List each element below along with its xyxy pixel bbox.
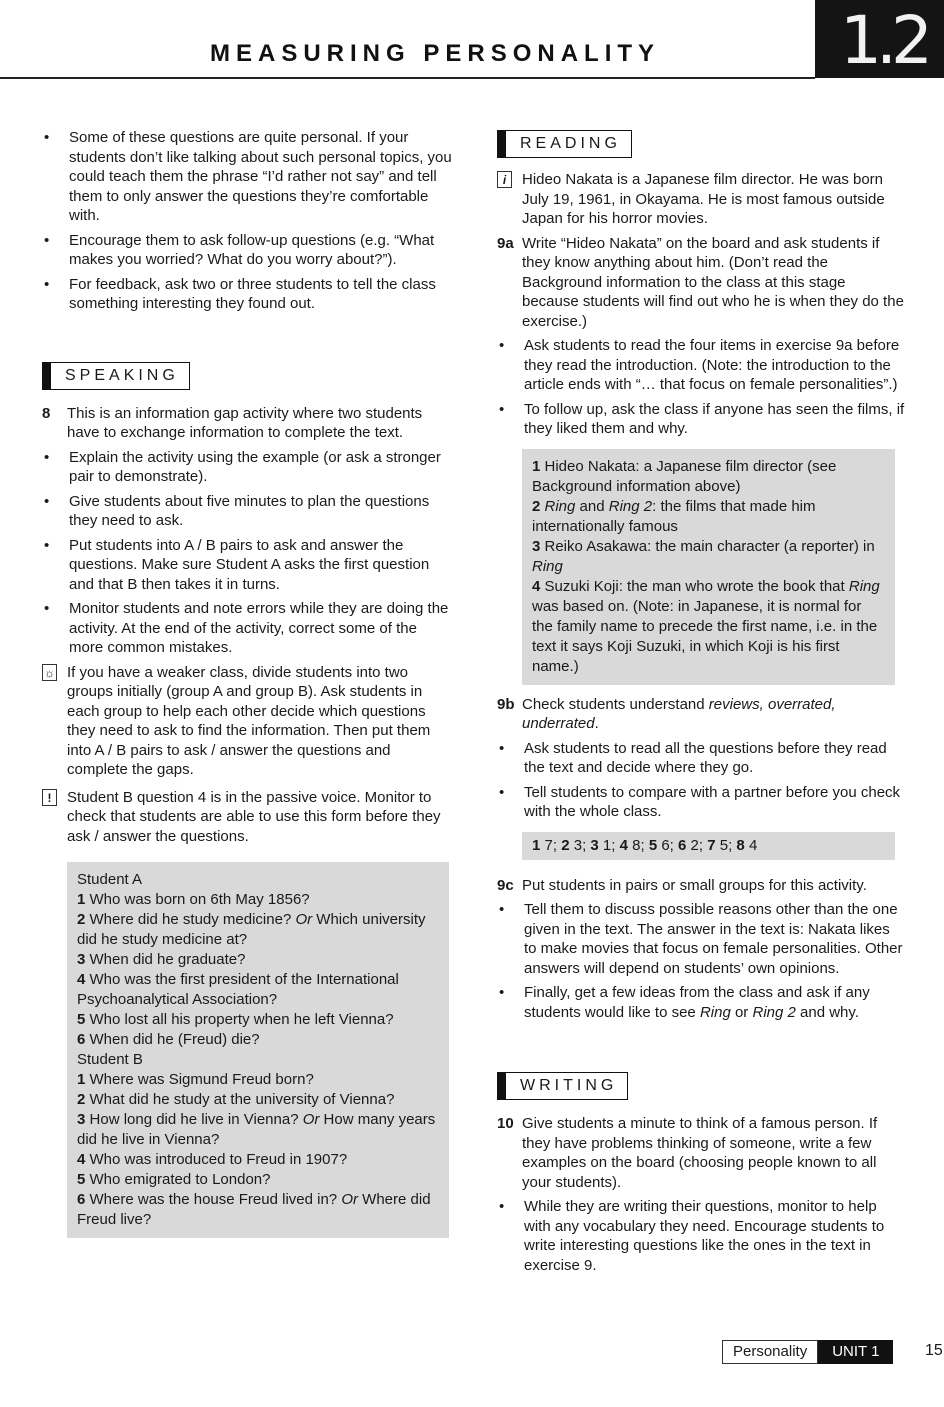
list-item: • Ask students to read all the questions before they read the text and decide where they go.: [499, 739, 887, 776]
list-item: • Explain the activity using the example (or ask a stronger pair to demonstrate).: [44, 448, 441, 485]
footer-section: Personality: [722, 1340, 818, 1364]
list-item: • For feedback, ask two or three students to tell the class something interesting they found out.: [44, 275, 436, 312]
header-rule: [0, 77, 815, 79]
exercise-10: 10 Give students a minute to think of a famous person. If they have problems thinking of someone, write a few examples on the board (choosing people known to all your students).: [497, 1115, 878, 1191]
list-item: • Tell students to compare with a partner before you check with the whole class.: [499, 783, 901, 820]
answer-box-9a: 1 Hideo Nakata: a Japanese film director (see Background information above) 2 Ring and Ring 2: the films that made him internationally famous 3 Reiko Asakawa: the main character (a reporter) in Ring 4 Suzuki Koji: the man who wrote the book that Ring was based on. (Note: in Japanese, it is normal for the family name to precede the first name, i.e. in the text it says Koji Suzuki, in which Koji is his first name.): [522, 449, 895, 685]
list-item: • Encourage them to ask follow-up questions (e.g. “What makes you worried? What do you worry about?”).: [44, 231, 435, 268]
exercise-8: 8 This is an information gap activity where two students have to exchange information to complete the text.: [42, 404, 423, 441]
left-column: [42, 128, 454, 1238]
list-item: • Monitor students and note errors while they are doing the activity. At the end of the activity, correct some of the more common mistakes.: [44, 600, 449, 656]
unit-number: 1.2: [840, 2, 927, 79]
list-item: • Tell them to discuss possible reasons other than the one given in the text. The answer in the text is: Nakata likes to make movies that focus on female personalities. Other answers will depend on students’ own opinions.: [499, 901, 903, 977]
page-title: MEASURING PERSONALITY: [210, 40, 661, 67]
info-note: i Hideo Nakata is a Japanese film director. He was born July 19, 1961, in Okayama. He is most famous outside Japan for his horror movies.: [497, 170, 905, 229]
footer-unit: UNIT 1: [818, 1340, 893, 1364]
lightbulb-icon: ☼: [44, 665, 55, 680]
answer-box-9b: 1 7; 2 3; 3 1; 4 8; 5 6; 6 2; 7 5; 8 4: [522, 832, 895, 860]
exclamation-icon: !: [42, 789, 57, 806]
footer-tab: [722, 1340, 893, 1364]
exercise-9b: 9b Check students understand reviews, overrated, underrated.: [497, 695, 836, 732]
speaking-heading: SPEAKING: [42, 362, 202, 390]
tip-note: ☼ If you have a weaker class, divide students into two groups initially (group A and group B). Ask students in each group to help each other decide which questions they need to ask to find the information. Then put them into A / B pairs to ask / answer the questions and complete the gaps.: [44, 663, 431, 778]
warning-note: ! Student B question 4 is in the passive voice. Monitor to check that students are able to use this form before they ask / answer the questions.: [42, 788, 454, 847]
writing-heading: WRITING: [497, 1072, 647, 1100]
info-icon: i: [497, 171, 512, 188]
page-number: 15: [925, 1342, 943, 1359]
right-column: [497, 130, 905, 1275]
list-item: • Ask students to read the four items in exercise 9a before they read the introduction. (Note: the introduction to the article ends with “… that focus on female personalities”.): [499, 337, 900, 393]
exercise-9a: 9a Write “Hideo Nakata” on the board and ask students if they know anything about him. (Don’t read the Background information to the class at this stage because students will find out who he is when they do the exercise.): [497, 234, 904, 330]
list-item: • Put students into A / B pairs to ask and answer the questions. Make sure Student A asks the first question and that B then takes it in turns.: [44, 536, 430, 593]
list-item: • Finally, get a few ideas from the class and ask if any students would like to see Ring or Ring 2 and why.: [499, 984, 870, 1021]
exercise-9c: 9c Put students in pairs or small groups for this activity.: [497, 876, 867, 894]
answer-box-8: Student A 1 Who was born on 6th May 1856? 2 Where did he study medicine? Or Which university did he study medicine at? 3 When did he graduate? 4 Who was the first president of the International Psychoanalytical Association? 5 Who lost all his property when he left Vienna? 6 When did he (Freud) die? Student B 1 Where was Sigmund Freud born? 2 What did he study at the university of Vienna? 3 How long did he live in Vienna? Or How many years did he live in Vienna? 4 Who was introduced to Freud in 1907? 5 Who emigrated to London? 6 Where was the house Freud lived in? Or Where did Freud live?: [67, 862, 449, 1238]
reading-heading: READING: [497, 130, 643, 158]
list-item: • While they are writing their questions, monitor to help with any vocabulary they need. Encourage students to write interesting questions like the ones in the text in exercise 9.: [499, 1198, 885, 1274]
list-item: • Some of these questions are quite personal. If your students don’t like talking about such personal topics, you could teach them the phrase “I’d rather not say” and tell them to only answer the questions they’re comfortable with.: [44, 129, 452, 224]
list-item: • To follow up, ask the class if anyone has seen the films, if they liked them and why.: [499, 400, 905, 437]
list-item: • Give students about five minutes to plan the questions they need to ask.: [44, 492, 430, 529]
